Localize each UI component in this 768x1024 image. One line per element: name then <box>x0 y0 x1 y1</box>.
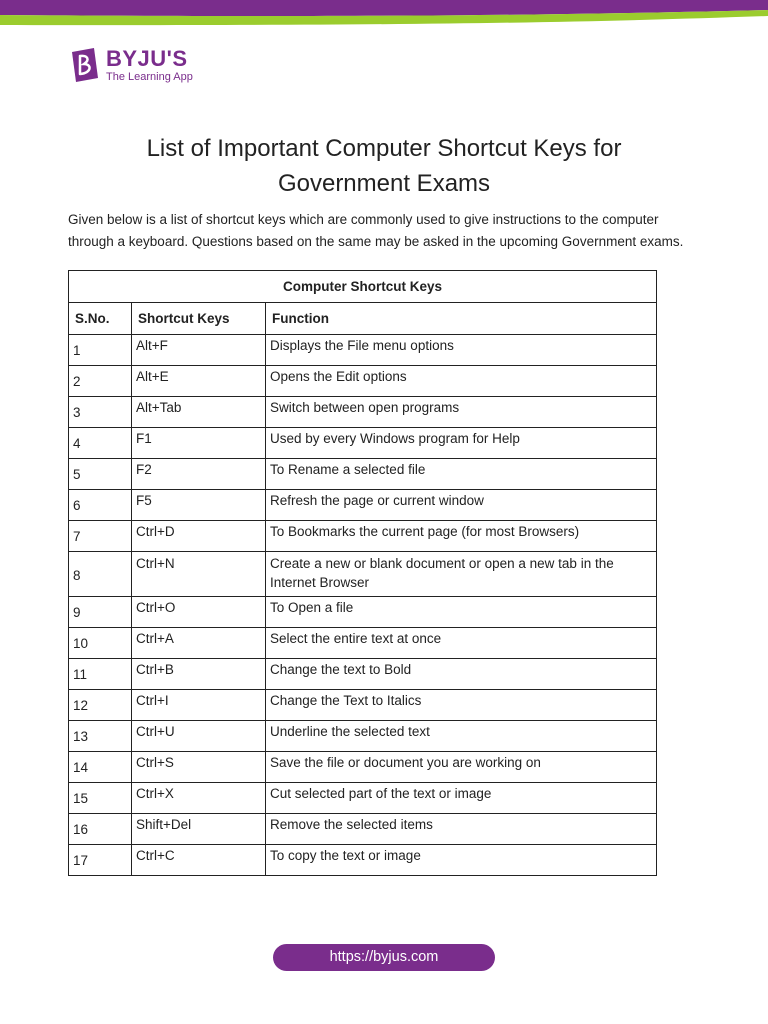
intro-paragraph <box>68 209 708 253</box>
row-sno: 8 <box>69 552 132 597</box>
row-function: Cut selected part of the text or image <box>266 783 657 814</box>
table-caption: Computer Shortcut Keys <box>69 271 657 303</box>
table-row <box>69 366 657 397</box>
table-row <box>69 690 657 721</box>
row-sno: 12 <box>69 690 132 721</box>
row-shortcut-key: Alt+F <box>132 335 266 366</box>
row-function: Save the file or document you are working on <box>266 752 657 783</box>
intro-line-1: Given below is a list of shortcut keys which are commonly used to give instructions to the computer <box>68 212 659 227</box>
row-shortcut-key: Ctrl+U <box>132 721 266 752</box>
table-row <box>69 752 657 783</box>
table-row <box>69 459 657 490</box>
table-row <box>69 552 657 597</box>
row-sno: 3 <box>69 397 132 428</box>
header-function: Function <box>266 303 657 335</box>
row-function: Create a new or blank document or open a new tab in the Internet Browser <box>266 552 657 597</box>
row-sno: 13 <box>69 721 132 752</box>
row-shortcut-key: Ctrl+D <box>132 521 266 552</box>
row-function: Refresh the page or current window <box>266 490 657 521</box>
table-body <box>69 335 657 876</box>
table-row <box>69 845 657 876</box>
row-sno: 2 <box>69 366 132 397</box>
row-sno: 14 <box>69 752 132 783</box>
row-shortcut-key: F2 <box>132 459 266 490</box>
row-shortcut-key: Ctrl+C <box>132 845 266 876</box>
row-function: To Open a file <box>266 597 657 628</box>
table-row <box>69 783 657 814</box>
row-function: Underline the selected text <box>266 721 657 752</box>
row-shortcut-key: Ctrl+B <box>132 659 266 690</box>
page-title <box>0 131 768 201</box>
header-sno: S.No. <box>69 303 132 335</box>
table-row <box>69 490 657 521</box>
row-shortcut-key: Alt+Tab <box>132 397 266 428</box>
row-function: Change the text to Bold <box>266 659 657 690</box>
row-function: Change the Text to Italics <box>266 690 657 721</box>
header-shortcut-keys: Shortcut Keys <box>132 303 266 335</box>
row-function: To Rename a selected file <box>266 459 657 490</box>
table-row <box>69 428 657 459</box>
row-function: Switch between open programs <box>266 397 657 428</box>
brand-name: BYJU'S <box>106 45 188 71</box>
row-sno: 1 <box>69 335 132 366</box>
row-function: Displays the File menu options <box>266 335 657 366</box>
title-line-1: List of Important Computer Shortcut Keys for <box>146 135 622 162</box>
byjus-b-logo-icon <box>68 46 102 84</box>
title-line-2: Government Exams <box>277 170 491 197</box>
table-row <box>69 721 657 752</box>
row-shortcut-key: Ctrl+A <box>132 628 266 659</box>
row-shortcut-key: F5 <box>132 490 266 521</box>
table-row <box>69 397 657 428</box>
row-sno: 5 <box>69 459 132 490</box>
row-shortcut-key: Alt+E <box>132 366 266 397</box>
table-row <box>69 521 657 552</box>
row-shortcut-key: Ctrl+O <box>132 597 266 628</box>
row-function: To copy the text or image <box>266 845 657 876</box>
row-shortcut-key: Ctrl+N <box>132 552 266 597</box>
intro-line-2: through a keyboard. Questions based on the same may be asked in the upcoming Government exams. <box>68 234 684 249</box>
row-sno: 10 <box>69 628 132 659</box>
row-function: To Bookmarks the current page (for most Browsers) <box>266 521 657 552</box>
table-row <box>69 335 657 366</box>
row-sno: 7 <box>69 521 132 552</box>
table-row <box>69 659 657 690</box>
row-shortcut-key: Ctrl+S <box>132 752 266 783</box>
footer-url-link[interactable]: https://byjus.com <box>273 944 495 971</box>
row-sno: 15 <box>69 783 132 814</box>
row-function: Select the entire text at once <box>266 628 657 659</box>
row-sno: 11 <box>69 659 132 690</box>
row-shortcut-key: Shift+Del <box>132 814 266 845</box>
row-sno: 4 <box>69 428 132 459</box>
row-function: Opens the Edit options <box>266 366 657 397</box>
row-shortcut-key: F1 <box>132 428 266 459</box>
row-function: Remove the selected items <box>266 814 657 845</box>
shortcut-keys-table <box>68 270 657 876</box>
row-sno: 17 <box>69 845 132 876</box>
row-sno: 9 <box>69 597 132 628</box>
table-row <box>69 597 657 628</box>
brand-tagline: The Learning App <box>106 70 193 83</box>
row-shortcut-key: Ctrl+X <box>132 783 266 814</box>
row-sno: 6 <box>69 490 132 521</box>
brand-logo <box>68 46 193 84</box>
row-function: Used by every Windows program for Help <box>266 428 657 459</box>
table-row <box>69 814 657 845</box>
row-sno: 16 <box>69 814 132 845</box>
top-decorative-band <box>0 0 768 26</box>
row-shortcut-key: Ctrl+I <box>132 690 266 721</box>
table-row <box>69 628 657 659</box>
